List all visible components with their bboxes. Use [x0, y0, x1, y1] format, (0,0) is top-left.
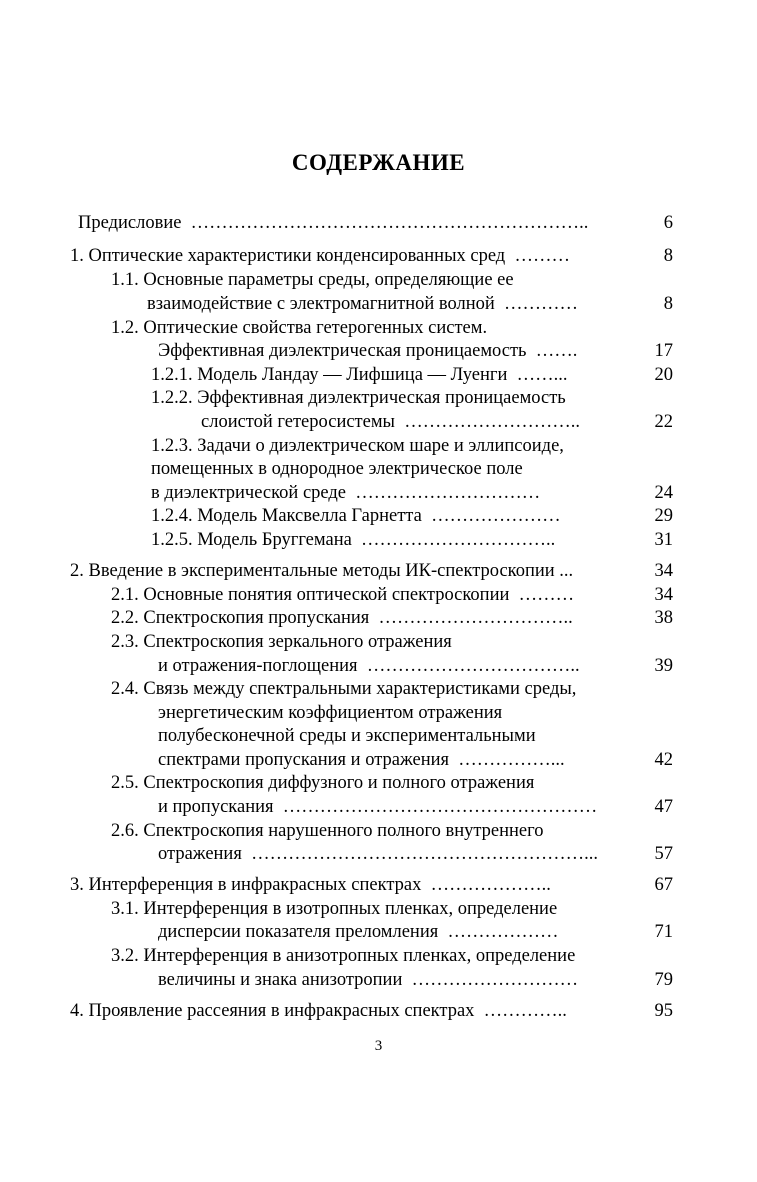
toc-page-number: 24	[654, 483, 673, 503]
toc-entry: 2. Введение в экспериментальные методы ИК-спектроскопии ...	[70, 561, 574, 581]
toc-entry: 1. Оптические характеристики конденсированных сред ………	[70, 246, 570, 266]
toc-entry: Предисловие ………………………………………………………..	[78, 213, 589, 233]
toc-page-number: 79	[654, 970, 673, 990]
toc-page-number: 71	[654, 922, 673, 942]
toc-entry: 1.1. Основные параметры среды, определяющие ее	[111, 270, 514, 290]
toc-entry: слоистой гетеросистемы ………………………..	[201, 412, 580, 432]
toc-page-number: 47	[654, 797, 673, 817]
toc-page-number: 8	[663, 246, 673, 266]
toc-entry: спектрами пропускания и отражения ……………...	[158, 750, 565, 770]
toc-entry: 2.2. Спектроскопия пропускания …………………………..	[111, 608, 573, 628]
toc-page-number: 29	[654, 506, 673, 526]
toc-entry: помещенных в однородное электрическое поле	[151, 459, 523, 479]
toc-entry: величины и знака анизотропии ………………………	[158, 970, 579, 990]
toc-entry: энергетическим коэффициентом отражения	[158, 703, 503, 723]
toc-page-number: 6	[663, 213, 673, 233]
toc-entry: полубесконечной среды и экспериментальными	[158, 726, 536, 746]
page-number: 3	[374, 1038, 383, 1054]
toc-entry: 1.2.2. Эффективная диэлектрическая проницаемость	[151, 388, 566, 408]
toc-page-number: 31	[654, 530, 673, 550]
toc-entry: 2.1. Основные понятия оптической спектроскопии ………	[111, 585, 575, 605]
toc-entry: 1.2.5. Модель Бруггемана …………………………..	[151, 530, 556, 550]
toc-page-number: 39	[654, 656, 673, 676]
toc-page-number: 17	[654, 341, 673, 361]
toc-entry: 2.4. Связь между спектральными характеристиками среды,	[111, 679, 577, 699]
toc-page-number: 8	[663, 294, 673, 314]
toc-entry: в диэлектрической среде …………………………	[151, 483, 541, 503]
toc-entry: отражения ………………………………………………...	[158, 844, 598, 864]
toc-page-number: 67	[654, 875, 673, 895]
toc-entry: 3.1. Интерференция в изотропных пленках, определение	[111, 899, 558, 919]
toc-entry: 3.2. Интерференция в анизотропных пленках, определение	[111, 946, 576, 966]
toc-entry: Эффективная диэлектрическая проницаемость …….	[158, 341, 578, 361]
toc-page-number: 38	[654, 608, 673, 628]
toc-entry: 4. Проявление рассеяния в инфракрасных спектрах …………..	[70, 1001, 567, 1021]
toc-entry: 2.5. Спектроскопия диффузного и полного отражения	[111, 773, 535, 793]
toc-entry: 2.3. Спектроскопия зеркального отражения	[111, 632, 452, 652]
toc-entry: 3. Интерференция в инфракрасных спектрах ………………..	[70, 875, 551, 895]
toc-page-number: 42	[654, 750, 673, 770]
toc-entry: 1.2.1. Модель Ландау — Лифшица — Луенги ……...	[151, 365, 568, 385]
toc-page-number: 22	[654, 412, 673, 432]
toc-entry: и отражения-поглощения ……………………………..	[158, 656, 580, 676]
toc-entry: 1.2. Оптические свойства гетерогенных систем.	[111, 318, 488, 338]
toc-entry: 2.6. Спектроскопия нарушенного полного внутреннего	[111, 821, 544, 841]
toc-entry: 1.2.4. Модель Максвелла Гарнетта …………………	[151, 506, 561, 526]
page-title: СОДЕРЖАНИЕ	[291, 150, 466, 175]
toc-page-number: 57	[654, 844, 673, 864]
toc-page-number: 95	[654, 1001, 673, 1021]
toc-entry: и пропускания ……………………………………………	[158, 797, 598, 817]
toc-entry: взаимодействие с электромагнитной волной …………	[147, 294, 579, 314]
toc-entry: 1.2.3. Задачи о диэлектрическом шаре и эллипсоиде,	[151, 436, 564, 456]
toc-page-number: 34	[654, 561, 673, 581]
toc-entry: дисперсии показателя преломления ………………	[158, 922, 559, 942]
toc-page-number: 20	[654, 365, 673, 385]
toc-page-number: 34	[654, 585, 673, 605]
